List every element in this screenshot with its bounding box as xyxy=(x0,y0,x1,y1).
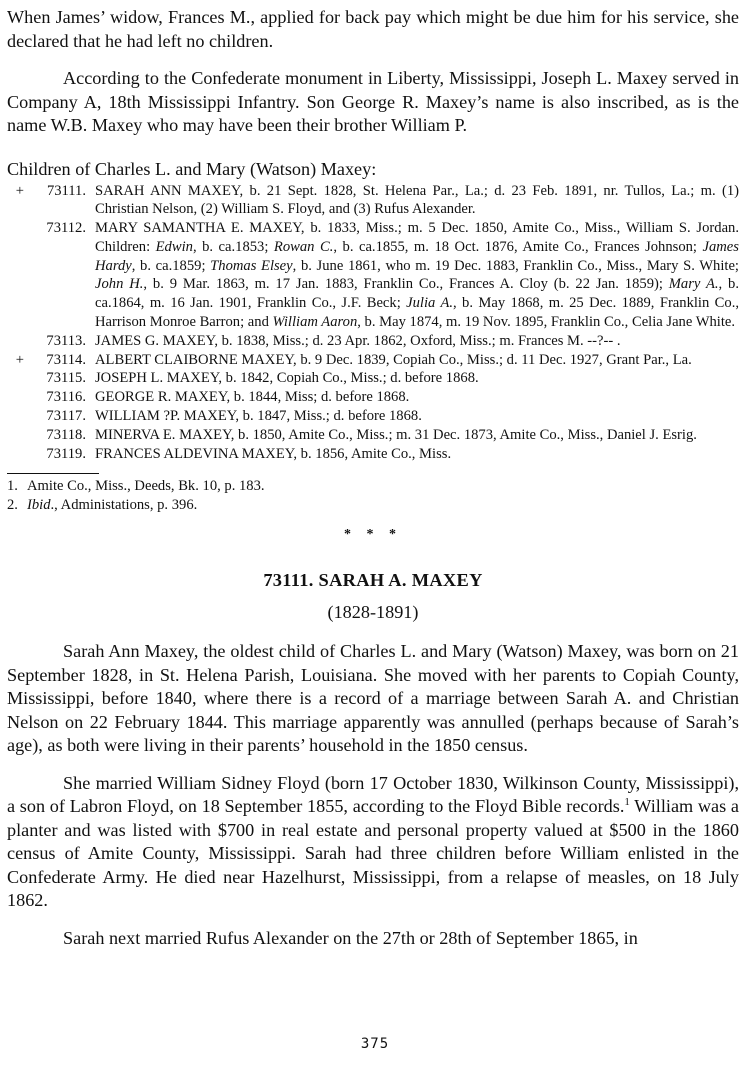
footnote-divider xyxy=(7,473,99,474)
entry-text: MARY SAMANTHA E. MAXEY, b. 1833, Miss.; m. 5 Dec. 1850, Amite Co., Miss., William S. Jordan. Children: Edwin, b. ca.1853; Rowan C., b. ca.1855, m. 18 Oct. 1876, Amite Co., Frances Johnson; James Hardy, b. ca.1859; Thomas Elsey, b. June 1861, who m. 19 Dec. 1883, Franklin Co., Miss., Mary S. White; John H., b. 9 Mar. 1863, m. 17 Jan. 1883, Franklin Co., Frances A. Cloy (b. 22 Jan. 1859); Mary A., b. ca.1864, m. 16 Jan. 1901, Franklin Co., J.F. Beck; Julia A., b. May 1868, m. 25 Dec. 1889, Franklin Co., Harrison Monroe Barron; and William Aaron, b. May 1874, m. 19 Nov. 1895, Franklin Co., Celia Jane White. xyxy=(95,220,739,331)
entry-text: JOSEPH L. MAXEY, b. 1842, Copiah Co., Miss.; d. before 1868. xyxy=(95,370,479,387)
entry-text: ALBERT CLAIBORNE MAXEY, b. 9 Dec. 1839, Copiah Co., Miss.; d. 11 Dec. 1927, Grant Par., La. xyxy=(95,351,692,368)
paragraph-text: She married William Sidney Floyd (born 17 October 1830, Wilkinson County, Mississippi), a son of Labron Floyd, on 18 September 1855, according to the Floyd Bible records. xyxy=(7,772,739,817)
entry-number: 73119. xyxy=(46,445,86,462)
child-entry xyxy=(7,407,739,426)
footnotes xyxy=(7,477,739,515)
entry-text: WILLIAM ?P. MAXEY, b. 1847, Miss.; d. before 1868. xyxy=(95,408,422,425)
entry-text: JAMES G. MAXEY, b. 1838, Miss.; d. 23 Apr. 1862, Oxford, Miss.; m. Frances M. --?-- . xyxy=(95,332,621,349)
section-dates: (1828-1891) xyxy=(327,602,419,623)
section-paragraph-1: Sarah Ann Maxey, the oldest child of Charles L. and Mary (Watson) Maxey, was born on 21 September 1828, in St. Helena Parish, Louisiana. She moved with her parents to Copiah County, Mississippi, before 1840, where there is a record of a marriage between Sarah A. and Christian Nelson on 22 February 1844. This marriage apparently was annulled (perhaps because of Sarah’s age), as both were living in their parents’ household in the 1850 census. xyxy=(7,641,739,756)
entry-number: 73112. xyxy=(46,220,86,237)
child-entry xyxy=(7,182,739,220)
entry-text: MINERVA E. MAXEY, b. 1850, Amite Co., Miss.; m. 31 Dec. 1873, Amite Co., Miss., Daniel J. Esrig. xyxy=(95,426,697,443)
entry-number: 73118. xyxy=(46,426,86,443)
entry-number: 73113. xyxy=(46,332,86,349)
descendant-marker xyxy=(7,426,24,445)
descendant-marker xyxy=(7,388,24,407)
ibid-abbrev: Ibid xyxy=(27,497,51,514)
intro-paragraph-2: According to the Confederate monument in Liberty, Mississippi, Joseph L. Maxey served in Company A, 18th Mississippi Infantry. Son George R. Maxey’s name is also inscribed, as is the name W.B. Maxey who may have been their brother William P. xyxy=(7,68,739,135)
entry-text: GEORGE R. MAXEY, b. 1844, Miss; d. before 1868. xyxy=(95,389,410,406)
entry-number: 73117. xyxy=(46,408,86,425)
children-heading: Children of Charles L. and Mary (Watson) Maxey: xyxy=(7,158,377,179)
descendant-marker xyxy=(7,445,24,464)
child-entry xyxy=(7,369,739,388)
footnote-rest: ., Administations, p. 396. xyxy=(50,497,198,514)
descendant-marker: + xyxy=(15,182,24,199)
entry-number: 73111. xyxy=(46,182,86,199)
descendant-marker xyxy=(7,407,24,426)
child-entry xyxy=(7,351,739,370)
children-list xyxy=(7,182,739,464)
page xyxy=(7,6,739,950)
descendant-marker: + xyxy=(15,351,24,368)
entry-number: 73114. xyxy=(46,351,86,368)
entry-number: 73115. xyxy=(46,370,86,387)
descendant-marker xyxy=(7,369,24,388)
child-entry xyxy=(7,388,739,407)
footnote-text: Amite Co., Miss., Deeds, Bk. 10, p. 183. xyxy=(27,478,265,495)
footnote-ref: 1 xyxy=(624,796,630,809)
section-paragraph-2 xyxy=(7,772,739,913)
paragraph-text: William was a planter and was listed with $700 in real estate and personal property valued at $500 in the 1860 census of Amite County, Mississippi. Sarah had three children before William enlisted in the Confederate Army. He died near Hazelhurst, Mississippi, from a relapse of measles, on 18 July 1862. xyxy=(7,796,739,911)
descendant-marker xyxy=(7,219,24,332)
child-entry xyxy=(7,445,739,464)
entry-text: FRANCES ALDEVINA MAXEY, b. 1856, Amite Co., Miss. xyxy=(95,445,452,462)
section-title: 73111. SARAH A. MAXEY xyxy=(263,570,483,591)
child-entry xyxy=(7,426,739,445)
descendant-marker xyxy=(7,332,24,351)
footnote-number: 2. xyxy=(7,497,18,514)
intro-paragraph-1: When James’ widow, Frances M., applied for back pay which might be due him for his service, she declared that he had left no children. xyxy=(7,7,739,51)
entry-number: 73116. xyxy=(46,389,86,406)
entry-text: SARAH ANN MAXEY, b. 21 Sept. 1828, St. Helena Par., La.; d. 23 Feb. 1891, nr. Tullos, La.; m. (1) Christian Nelson, (2) William S. Floyd, and (3) Rufus Alexander. xyxy=(95,182,739,218)
footnote-text xyxy=(27,496,197,515)
section-paragraph-3: Sarah next married Rufus Alexander on the 27th or 28th of September 1865, in xyxy=(63,927,638,948)
page-number: 375 xyxy=(360,1036,390,1052)
child-entry xyxy=(7,332,739,351)
child-entry xyxy=(7,219,739,332)
footnote xyxy=(7,496,739,515)
section-separator: * * * xyxy=(344,527,402,543)
footnote-number: 1. xyxy=(7,478,18,495)
footnote xyxy=(7,477,739,496)
